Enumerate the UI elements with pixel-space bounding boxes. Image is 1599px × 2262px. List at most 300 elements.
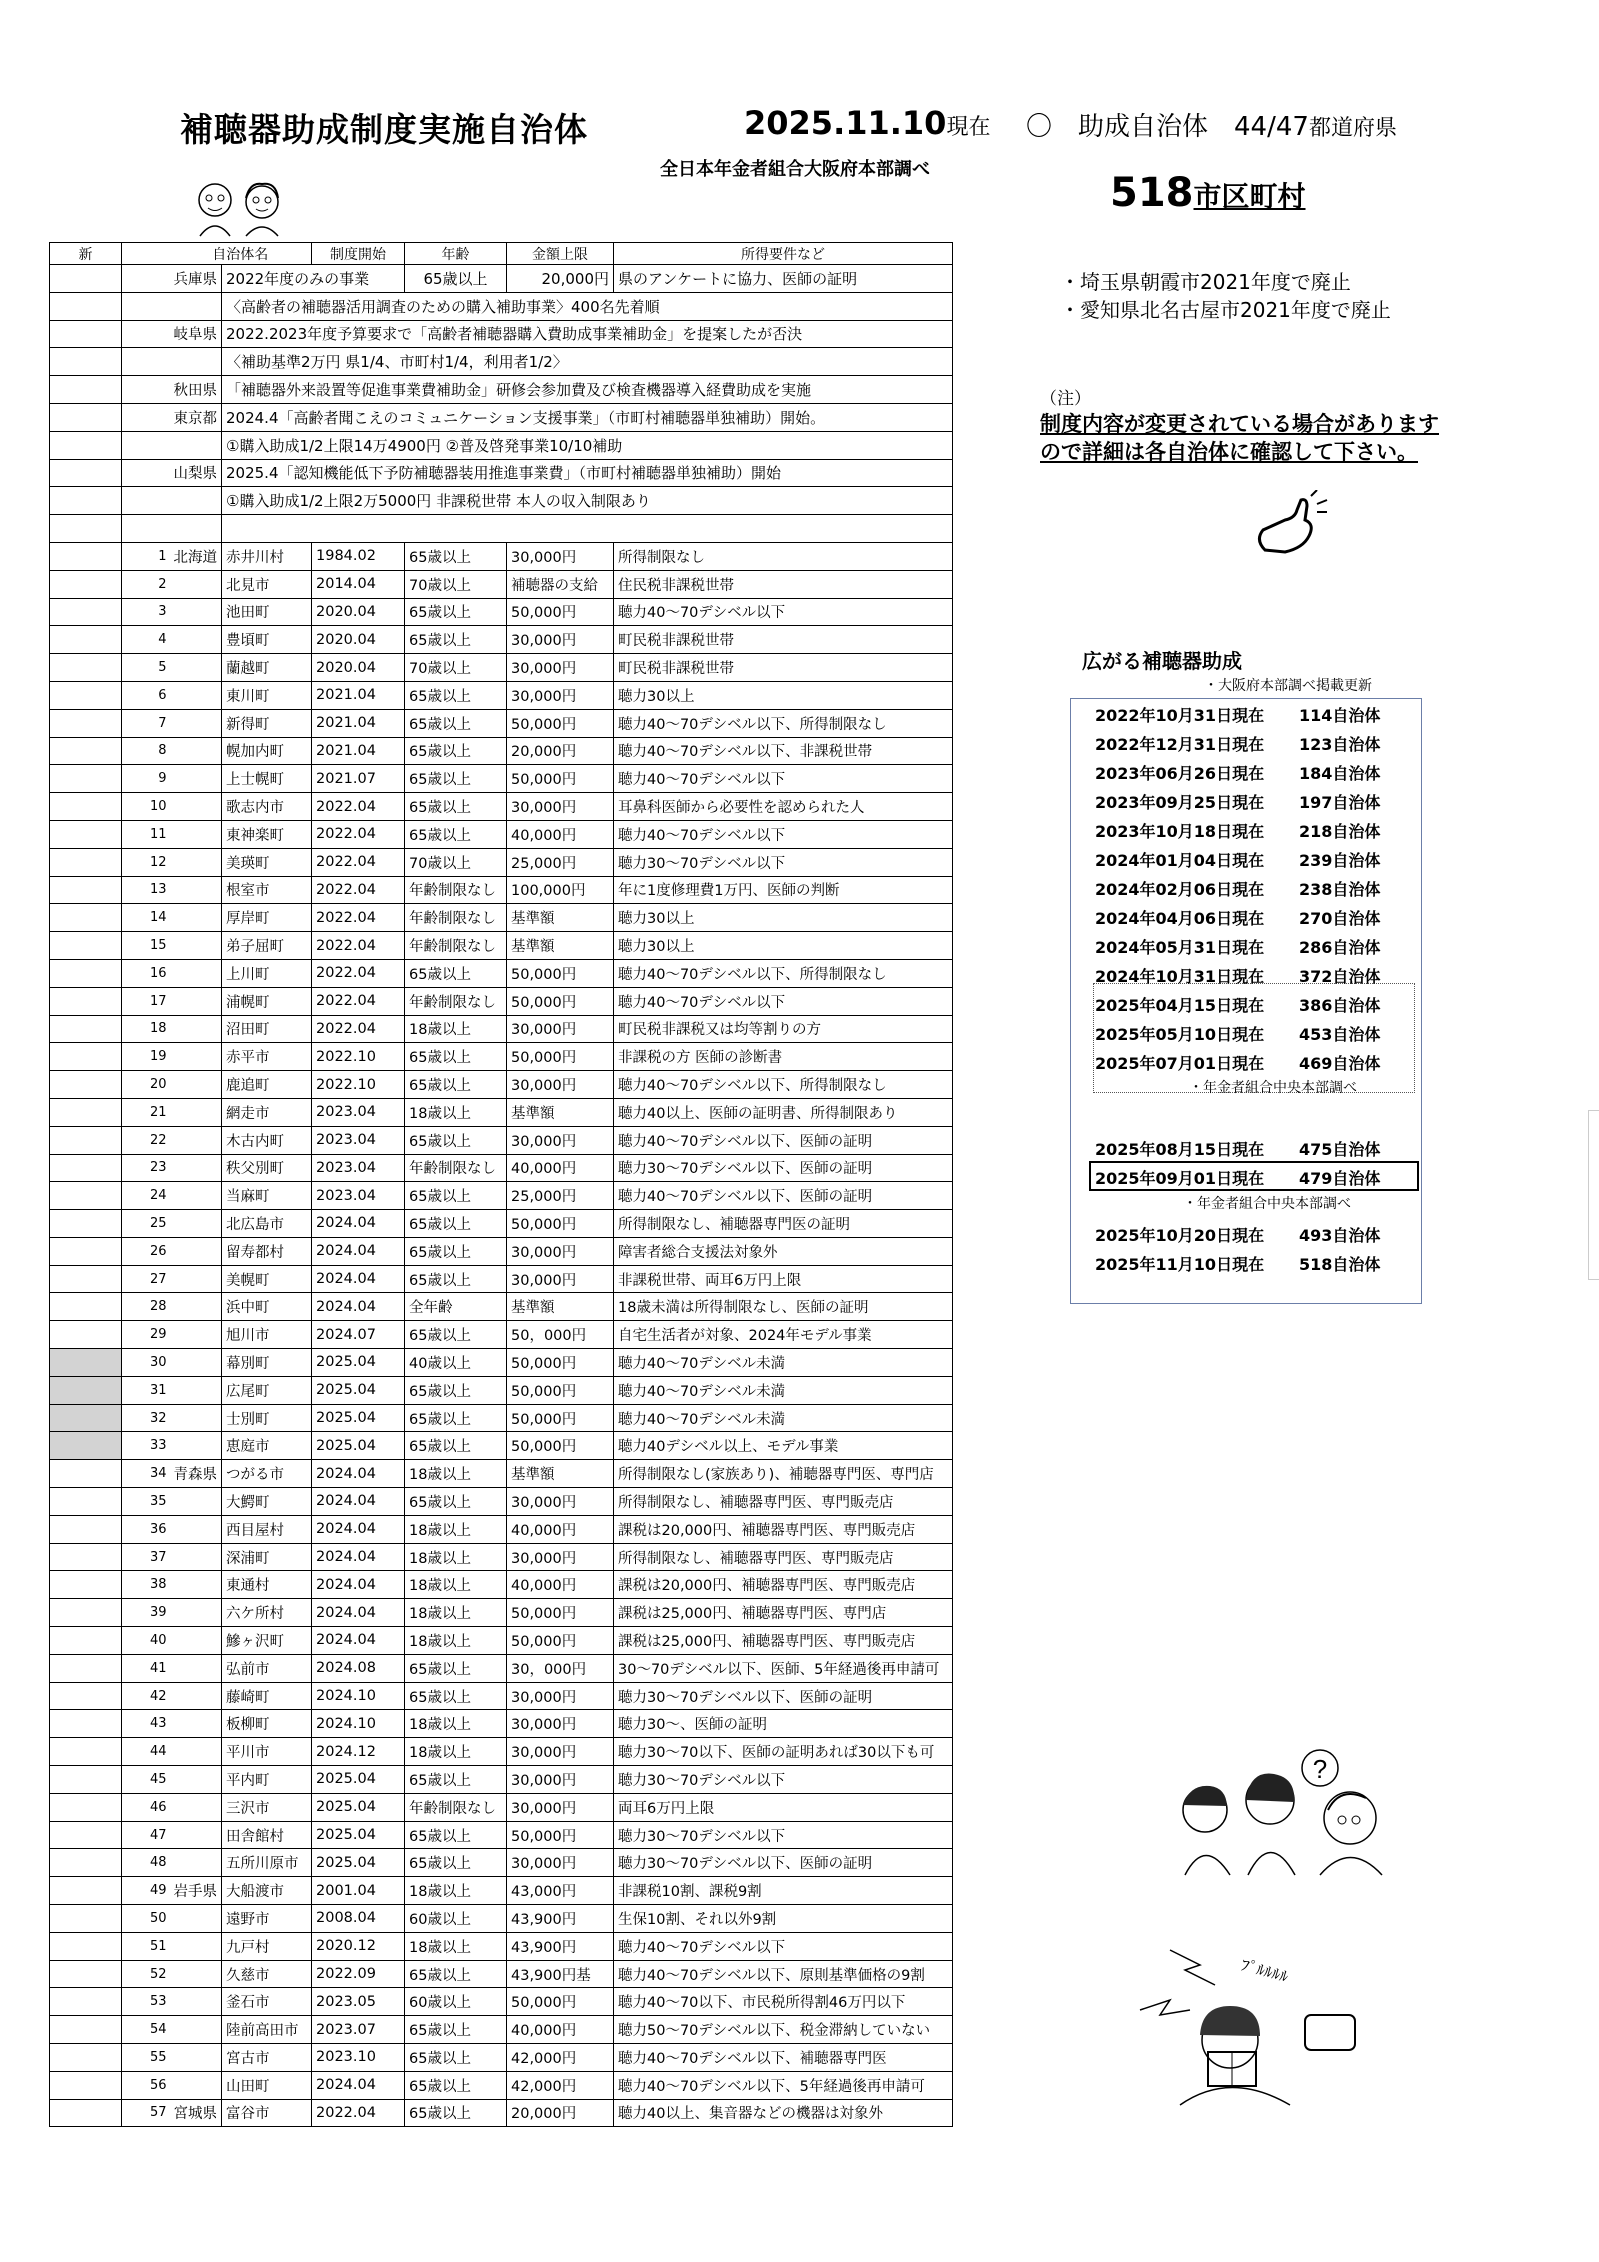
- name-cell: 板柳町: [222, 1710, 312, 1738]
- table-row: [50, 1905, 953, 1933]
- start-cell: 2022.09: [312, 1960, 405, 1988]
- start-cell: 2022.04: [312, 876, 405, 904]
- req-cell: 聴力40～70デシベル以下、補聴器専門医: [614, 2044, 953, 2072]
- pointing-hand-icon: [1245, 490, 1335, 570]
- req-cell: 聴力40～70デシベル以下、非課税世帯: [614, 737, 953, 765]
- amount-cell: 25,000円: [507, 848, 614, 876]
- req-cell: 町民税非課税又は均等割りの方: [614, 1015, 953, 1043]
- elderly-couple-icon: [180, 178, 300, 238]
- name-cell: 遠野市: [222, 1905, 312, 1933]
- age-cell: 70歳以上: [405, 848, 507, 876]
- name-cell: 浦幌町: [222, 987, 312, 1015]
- no-cell: 47: [122, 1821, 170, 1849]
- pref-cell: [170, 820, 222, 848]
- new-cell: [50, 848, 122, 876]
- no-cell: 41: [122, 1654, 170, 1682]
- start-cell: 2025.04: [312, 1766, 405, 1794]
- name-cell: 厚岸町: [222, 904, 312, 932]
- name-cell: 恵庭市: [222, 1432, 312, 1460]
- age-cell: 65歳以上: [405, 598, 507, 626]
- amount-cell: 40,000円: [507, 1154, 614, 1182]
- amount-cell: 50,000円: [507, 1988, 614, 2016]
- name-cell: 美瑛町: [222, 848, 312, 876]
- start-cell: 2024.04: [312, 1237, 405, 1265]
- new-cell: [50, 1932, 122, 1960]
- pref-cell: [170, 932, 222, 960]
- req-cell: 聴力40～70デシベル以下: [614, 1932, 953, 1960]
- table-row: [50, 1349, 953, 1377]
- new-cell: [50, 987, 122, 1015]
- new-cell: [50, 1960, 122, 1988]
- spread-count: 453自治体: [1299, 1025, 1381, 1044]
- start-cell: 2022.04: [312, 848, 405, 876]
- age-cell: 65歳以上: [405, 1766, 507, 1794]
- new-cell: [50, 737, 122, 765]
- new-cell: [50, 681, 122, 709]
- req-cell: 聴力30～70以下、医師の証明あれば30以下も可: [614, 1738, 953, 1766]
- start-cell: 2024.07: [312, 1321, 405, 1349]
- table-row: [50, 987, 953, 1015]
- new-cell: [50, 654, 122, 682]
- name-cell: 留寿都村: [222, 1237, 312, 1265]
- new-cell: [50, 1877, 122, 1905]
- start-cell: 2024.04: [312, 1571, 405, 1599]
- table-header: [50, 243, 953, 265]
- name-cell: 東通村: [222, 1571, 312, 1599]
- pref-cell: 秋田県: [170, 376, 222, 404]
- pref-cell: [170, 431, 222, 459]
- name-cell: 三沢市: [222, 1793, 312, 1821]
- amount-cell: 30,000円: [507, 1682, 614, 1710]
- pref-row: [50, 292, 953, 320]
- table-row: [50, 1488, 953, 1516]
- req-cell: 聴力40～70デシベル以下、5年経過後再申請可: [614, 2071, 953, 2099]
- amount-cell: 30,000円: [507, 654, 614, 682]
- age-cell: 65歳以上: [405, 1237, 507, 1265]
- abolished-note: ・埼玉県朝霞市2021年度で廃止: [1060, 270, 1351, 294]
- table-row: [50, 1793, 953, 1821]
- spread-count: 518自治体: [1299, 1255, 1381, 1274]
- amount-cell: 50,000円: [507, 959, 614, 987]
- spread-date: 2025年11月10日現在: [1095, 1255, 1265, 1274]
- no-cell: [122, 459, 170, 487]
- no-cell: 6: [122, 681, 170, 709]
- req-cell: 聴力40～70デシベル以下、医師の証明: [614, 1126, 953, 1154]
- table-row: [50, 1515, 953, 1543]
- spread-date: 2025年04月15日現在: [1095, 996, 1265, 1015]
- req-cell: 聴力40～70デシベル以下、医師の証明: [614, 1182, 953, 1210]
- age-cell: 18歳以上: [405, 1571, 507, 1599]
- name-cell: 当麻町: [222, 1182, 312, 1210]
- pref-cell: 青森県: [170, 1460, 222, 1488]
- question-mark: ?: [1312, 1754, 1328, 1784]
- age-cell: 65歳以上: [405, 1071, 507, 1099]
- req-cell: 聴力50～70デシベル以下、税金滞納していない: [614, 2016, 953, 2044]
- name-cell: 九戸村: [222, 1932, 312, 1960]
- no-cell: 43: [122, 1710, 170, 1738]
- req-cell: 所得制限なし(家族あり)、補聴器専門医、専門店: [614, 1460, 953, 1488]
- pref-row: [50, 515, 953, 543]
- new-cell: [50, 1460, 122, 1488]
- amount-cell: 30,000円: [507, 542, 614, 570]
- pref-cell: [170, 626, 222, 654]
- amount-cell: 43,900円基: [507, 1960, 614, 1988]
- req-cell: 聴力30以上: [614, 904, 953, 932]
- new-cell: [50, 793, 122, 821]
- name-cell: 秩父別町: [222, 1154, 312, 1182]
- table-row: [50, 737, 953, 765]
- amount-cell: 30,000円: [507, 1265, 614, 1293]
- amount-cell: 50,000円: [507, 1349, 614, 1377]
- start-cell: 2024.04: [312, 1543, 405, 1571]
- start-cell: 2022.04: [312, 2099, 405, 2127]
- table-row: [50, 1599, 953, 1627]
- no-cell: 10: [122, 793, 170, 821]
- age-cell: 65歳以上: [405, 681, 507, 709]
- amount-cell: 50,000円: [507, 1821, 614, 1849]
- table-row: [50, 2099, 953, 2127]
- req-cell: 聴力30～、医師の証明: [614, 1710, 953, 1738]
- req-cell: 聴力40～70デシベル未満: [614, 1404, 953, 1432]
- no-cell: 21: [122, 1098, 170, 1126]
- no-cell: 11: [122, 820, 170, 848]
- spread-row: [1071, 960, 1421, 988]
- pref-cell: [170, 1182, 222, 1210]
- name-cell: 平川市: [222, 1738, 312, 1766]
- amount-cell: 40,000円: [507, 2016, 614, 2044]
- amount-cell: 50,000円: [507, 1210, 614, 1238]
- start-cell: 2024.04: [312, 1599, 405, 1627]
- start-cell: 2022.04: [312, 820, 405, 848]
- spread-date: 2025年10月20日現在: [1095, 1226, 1265, 1245]
- woman-reading-icon: [1130, 1940, 1380, 2110]
- req-cell: 両耳6万円上限: [614, 1793, 953, 1821]
- pref-cell: [170, 1015, 222, 1043]
- pref-cell: [170, 848, 222, 876]
- amount-cell: 30,000円: [507, 1126, 614, 1154]
- spread-row: [1071, 1248, 1421, 1276]
- start-cell: 2021.04: [312, 737, 405, 765]
- pref-cell: [170, 598, 222, 626]
- amount-cell: 30,000円: [507, 1738, 614, 1766]
- start-cell: 2025.04: [312, 1821, 405, 1849]
- header-age: 年齢: [405, 243, 507, 265]
- pref-cell: [170, 1376, 222, 1404]
- pref-cell: [170, 1154, 222, 1182]
- req-cell: 非課税の方 医師の診断書: [614, 1043, 953, 1071]
- no-cell: 15: [122, 932, 170, 960]
- req-cell: 聴力30以上: [614, 932, 953, 960]
- name-cell: 沼田町: [222, 1015, 312, 1043]
- spread-count: 469自治体: [1299, 1054, 1381, 1073]
- spread-count: 479自治体: [1299, 1169, 1381, 1188]
- age-cell: 18歳以上: [405, 1515, 507, 1543]
- pref-cell: 東京都: [170, 403, 222, 431]
- pref-cell: [170, 765, 222, 793]
- no-cell: 35: [122, 1488, 170, 1516]
- spread-row: [1071, 902, 1421, 930]
- no-cell: 30: [122, 1349, 170, 1377]
- age-cell: 65歳以上: [405, 2099, 507, 2127]
- no-cell: [122, 292, 170, 320]
- amount-cell: 50,000円: [507, 1627, 614, 1655]
- pref-cell: [170, 1098, 222, 1126]
- amount-cell: 30,000円: [507, 793, 614, 821]
- no-cell: 14: [122, 904, 170, 932]
- req-cell: 所得制限なし、補聴器専門医、専門販売店: [614, 1488, 953, 1516]
- age-cell: 65歳以上: [405, 1376, 507, 1404]
- table-row: [50, 1071, 953, 1099]
- pref-cell: 岩手県: [170, 1877, 222, 1905]
- name-cell: 蘭越町: [222, 654, 312, 682]
- age-cell: 65歳以上: [405, 626, 507, 654]
- spread-count: 197自治体: [1299, 793, 1381, 812]
- no-cell: 28: [122, 1293, 170, 1321]
- new-cell: [50, 765, 122, 793]
- spread-date: 2023年09月25日現在: [1095, 793, 1265, 812]
- name-cell: 深浦町: [222, 1543, 312, 1571]
- req-cell: 町民税非課税世帯: [614, 626, 953, 654]
- prefecture-stat-label: 〇 助成自治体 44/47: [1026, 112, 1309, 142]
- req-cell: 聴力30以上: [614, 681, 953, 709]
- new-cell: [50, 1627, 122, 1655]
- new-cell: [50, 1515, 122, 1543]
- start-cell: 2024.04: [312, 1488, 405, 1516]
- new-cell: [50, 1654, 122, 1682]
- pref-text: ①購入助成1/2上限2万5000円 非課税世帯 本人の収入制限あり: [222, 487, 953, 515]
- start-cell: 2024.10: [312, 1682, 405, 1710]
- table-row: [50, 1877, 953, 1905]
- pref-cell: [170, 1849, 222, 1877]
- pref-text: 「補聴器外来設置等促進事業費補助金」研修会参加費及び検査機器導入経費助成を実施: [222, 376, 953, 404]
- name-cell: 上士幌町: [222, 765, 312, 793]
- pref-cell: [170, 1766, 222, 1794]
- pref-cell: [170, 1210, 222, 1238]
- no-cell: 40: [122, 1627, 170, 1655]
- name-cell: 久慈市: [222, 1960, 312, 1988]
- spread-date: 2025年08月15日現在: [1095, 1140, 1265, 1159]
- pref-cell: 北海道: [170, 542, 222, 570]
- spread-source-note: ・年金者組合中央本部調べ: [1183, 1196, 1351, 1212]
- new-cell: [50, 1849, 122, 1877]
- new-cell: [50, 1571, 122, 1599]
- table-row: [50, 1210, 953, 1238]
- pref-text: ①購入助成1/2上限14万4900円 ②普及啓発事業10/10補助: [222, 431, 953, 459]
- req-cell: 聴力40～70デシベル以下、所得制限なし: [614, 709, 953, 737]
- spread-count: 239自治体: [1299, 851, 1381, 870]
- name-cell: 五所川原市: [222, 1849, 312, 1877]
- spread-date: 2023年10月18日現在: [1095, 822, 1265, 841]
- start-cell: 2022.04: [312, 904, 405, 932]
- no-cell: 52: [122, 1960, 170, 1988]
- pref-age: 65歳以上: [405, 265, 507, 293]
- no-cell: [122, 403, 170, 431]
- pref-cell: [170, 987, 222, 1015]
- table-row: [50, 1432, 953, 1460]
- name-cell: 幌加内町: [222, 737, 312, 765]
- age-cell: 18歳以上: [405, 1932, 507, 1960]
- table-row: [50, 959, 953, 987]
- no-cell: 49: [122, 1877, 170, 1905]
- name-cell: 上川町: [222, 959, 312, 987]
- name-cell: 美幌町: [222, 1265, 312, 1293]
- start-cell: 2024.04: [312, 1627, 405, 1655]
- name-cell: 鹿追町: [222, 1071, 312, 1099]
- req-cell: 聴力40～70以下、市民税所得割46万円以下: [614, 1988, 953, 2016]
- pref-row: [50, 320, 953, 348]
- pref-cell: [170, 515, 222, 543]
- table-row: [50, 1654, 953, 1682]
- caution-line: 制度内容が変更されている場合があります: [1040, 412, 1439, 436]
- pref-cell: 岐阜県: [170, 320, 222, 348]
- table-row: [50, 542, 953, 570]
- new-cell: [50, 292, 122, 320]
- no-cell: 55: [122, 2044, 170, 2072]
- no-cell: 13: [122, 876, 170, 904]
- pref-cell: [170, 570, 222, 598]
- start-cell: 2024.04: [312, 1293, 405, 1321]
- new-cell: [50, 1015, 122, 1043]
- amount-cell: 50,000円: [507, 765, 614, 793]
- new-cell: [50, 1988, 122, 2016]
- spread-row: [1071, 931, 1421, 959]
- age-cell: 65歳以上: [405, 1960, 507, 1988]
- age-cell: 65歳以上: [405, 737, 507, 765]
- amount-cell: 40,000円: [507, 1515, 614, 1543]
- start-cell: 2024.08: [312, 1654, 405, 1682]
- pref-cell: [170, 1349, 222, 1377]
- abolished-notes: [1060, 268, 1391, 324]
- age-cell: 年齢制限なし: [405, 876, 507, 904]
- pref-cell: [170, 959, 222, 987]
- start-cell: 2022.10: [312, 1043, 405, 1071]
- table-row: [50, 1098, 953, 1126]
- table-row: [50, 2016, 953, 2044]
- report-date-value: 2025.11.10: [744, 104, 947, 142]
- name-cell: 幕別町: [222, 1349, 312, 1377]
- amount-cell: 50，000円: [507, 1321, 614, 1349]
- spread-date: 2023年06月26日現在: [1095, 764, 1265, 783]
- new-cell: [50, 1404, 122, 1432]
- pref-cell: [170, 1543, 222, 1571]
- pref-amount: 20,000円: [507, 265, 614, 293]
- amount-cell: 50,000円: [507, 987, 614, 1015]
- caution-line: ので詳細は各自治体に確認して下さい。: [1040, 440, 1418, 464]
- header-requirements: 所得要件など: [614, 243, 953, 265]
- table-row: [50, 570, 953, 598]
- spread-row: [1071, 757, 1421, 785]
- spread-row: [1071, 1219, 1421, 1247]
- req-cell: 課税は25,000円、補聴器専門医、専門店: [614, 1599, 953, 1627]
- pref-cell: [170, 737, 222, 765]
- age-cell: 70歳以上: [405, 654, 507, 682]
- amount-cell: 30,000円: [507, 1015, 614, 1043]
- amount-cell: 42,000円: [507, 2044, 614, 2072]
- start-cell: 2020.12: [312, 1932, 405, 1960]
- name-cell: 大鰐町: [222, 1488, 312, 1516]
- amount-cell: 補聴器の支給: [507, 570, 614, 598]
- start-cell: 2022.04: [312, 1015, 405, 1043]
- pref-cell: [170, 1126, 222, 1154]
- age-cell: 18歳以上: [405, 1098, 507, 1126]
- table-row: [50, 2071, 953, 2099]
- no-cell: 16: [122, 959, 170, 987]
- spread-row: [1071, 1018, 1421, 1046]
- table-row: [50, 1321, 953, 1349]
- spread-row: [1071, 1047, 1421, 1075]
- pref-cell: [170, 1432, 222, 1460]
- pref-cell: [170, 793, 222, 821]
- new-cell: [50, 2099, 122, 2127]
- spread-date: 2024年01月04日現在: [1095, 851, 1265, 870]
- age-cell: 65歳以上: [405, 1821, 507, 1849]
- start-cell: 2025.04: [312, 1376, 405, 1404]
- amount-cell: 50,000円: [507, 1404, 614, 1432]
- table-row: [50, 1849, 953, 1877]
- table-row: [50, 1627, 953, 1655]
- start-cell: 2022.04: [312, 987, 405, 1015]
- req-cell: 聴力30～70デシベル以下、医師の証明: [614, 1682, 953, 1710]
- name-cell: 藤崎町: [222, 1682, 312, 1710]
- pref-cell: [170, 1071, 222, 1099]
- pref-cell: [170, 1043, 222, 1071]
- name-cell: 旭川市: [222, 1321, 312, 1349]
- pref-cell: [170, 1793, 222, 1821]
- spread-count: 286自治体: [1299, 938, 1381, 957]
- req-cell: 課税は20,000円、補聴器専門医、専門販売店: [614, 1515, 953, 1543]
- no-cell: 18: [122, 1015, 170, 1043]
- table-row: [50, 709, 953, 737]
- age-cell: 70歳以上: [405, 570, 507, 598]
- new-cell: [50, 2071, 122, 2099]
- pref-row: [50, 487, 953, 515]
- municipal-stat: [1110, 170, 1306, 216]
- no-cell: 54: [122, 2016, 170, 2044]
- name-cell: 歌志内市: [222, 793, 312, 821]
- age-cell: 18歳以上: [405, 1543, 507, 1571]
- no-cell: [122, 376, 170, 404]
- amount-cell: 基準額: [507, 904, 614, 932]
- new-cell: [50, 570, 122, 598]
- pref-text: 2025.4「認知機能低下予防補聴器装用推進事業費」（市町村補聴器単独補助）開始: [222, 459, 953, 487]
- age-cell: 65歳以上: [405, 1321, 507, 1349]
- req-cell: 町民税非課税世帯: [614, 654, 953, 682]
- report-date: [744, 104, 990, 142]
- start-cell: 2023.04: [312, 1126, 405, 1154]
- age-cell: 65歳以上: [405, 1432, 507, 1460]
- age-cell: 65歳以上: [405, 1265, 507, 1293]
- pref-cell: [170, 1988, 222, 2016]
- no-cell: 22: [122, 1126, 170, 1154]
- spread-count: 238自治体: [1299, 880, 1381, 899]
- new-cell: [50, 1738, 122, 1766]
- new-cell: [50, 1098, 122, 1126]
- pref-cell: [170, 904, 222, 932]
- start-cell: 2020.04: [312, 626, 405, 654]
- new-cell: [50, 1154, 122, 1182]
- new-cell: [50, 1710, 122, 1738]
- new-cell: [50, 820, 122, 848]
- age-cell: 年齢制限なし: [405, 904, 507, 932]
- new-cell: [50, 1682, 122, 1710]
- pref-cell: [170, 1404, 222, 1432]
- spread-count: 218自治体: [1299, 822, 1381, 841]
- table-row: [50, 848, 953, 876]
- no-cell: 8: [122, 737, 170, 765]
- table-row: [50, 1682, 953, 1710]
- no-cell: 3: [122, 598, 170, 626]
- pref-cell: [170, 1515, 222, 1543]
